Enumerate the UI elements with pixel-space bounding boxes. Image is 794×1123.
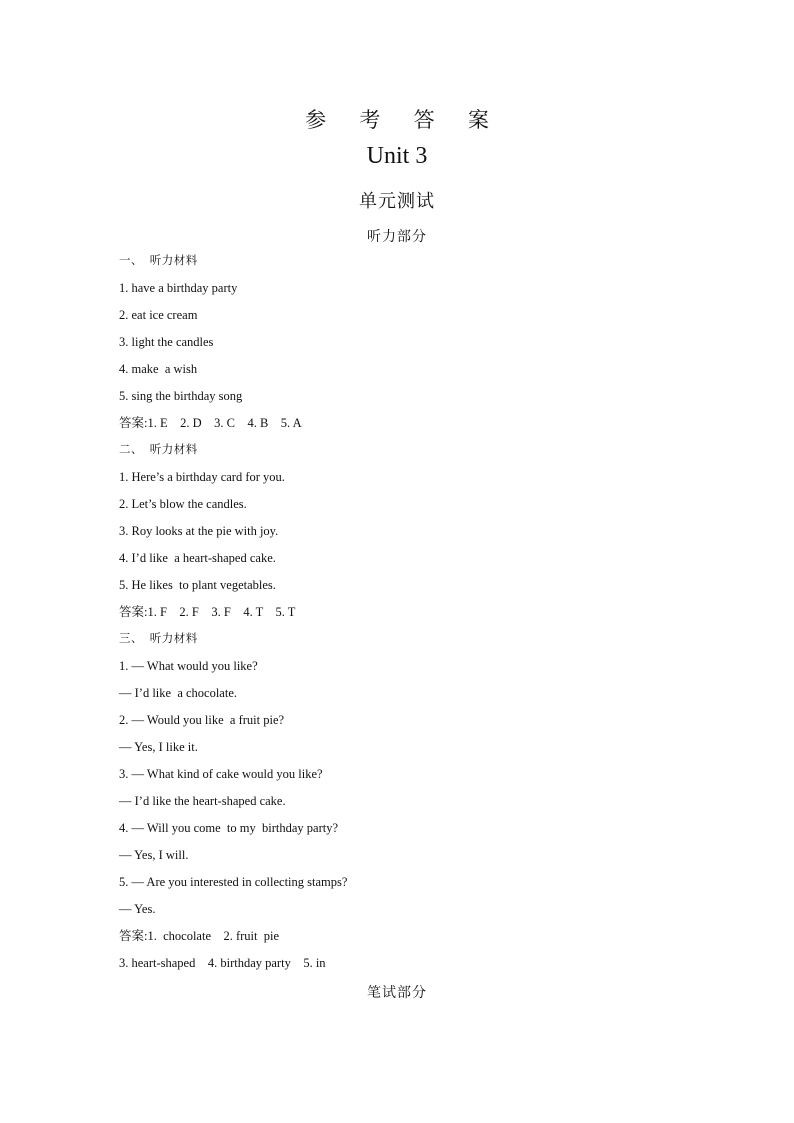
answer-line: 答案:1. F 2. F 3. F 4. T 5. T <box>119 605 296 619</box>
text-line: 4. — Will you come to my birthday party? <box>119 821 339 835</box>
unit-title: Unit 3 <box>366 143 428 169</box>
text-line: — Yes. <box>119 902 156 916</box>
document-title: 参 考 答 案 <box>305 108 503 132</box>
text-line: 1. have a birthday party <box>119 281 238 295</box>
section-heading: 三、 听力材料 <box>119 633 198 645</box>
listening-answer-list <box>119 252 719 981</box>
text-line: 2. Let’s blow the candles. <box>119 497 247 511</box>
text-line: 3. Roy looks at the pie with joy. <box>119 524 279 538</box>
text-line: 3. light the candles <box>119 335 214 349</box>
text-line: 5. He likes to plant vegetables. <box>119 578 276 592</box>
answer-line: 答案:1. chocolate 2. fruit pie <box>119 929 280 943</box>
text-line: 1. — What would you like? <box>119 659 258 673</box>
answer-line: 3. heart-shaped 4. birthday party 5. in <box>119 956 326 970</box>
text-line: — I’d like the heart-shaped cake. <box>119 794 286 808</box>
text-line: 4. make a wish <box>119 362 198 376</box>
section-heading: 二、 听力材料 <box>119 444 198 456</box>
answer-line: 答案:1. E 2. D 3. C 4. B 5. A <box>119 416 302 430</box>
text-line: 5. — Are you interested in collecting stamps? <box>119 875 348 889</box>
written-part-title: 笔试部分 <box>367 986 427 1001</box>
text-line: 4. I’d like a heart-shaped cake. <box>119 551 276 565</box>
text-line: 1. Here’s a birthday card for you. <box>119 470 285 484</box>
text-line: 2. eat ice cream <box>119 308 198 322</box>
text-line: 3. — What kind of cake would you like? <box>119 767 323 781</box>
text-line: 5. sing the birthday song <box>119 389 243 403</box>
text-line: — Yes, I like it. <box>119 740 198 754</box>
test-title: 单元测试 <box>359 191 435 211</box>
section-heading: 一、 听力材料 <box>119 255 198 267</box>
listening-part-title: 听力部分 <box>367 230 427 245</box>
text-line: — Yes, I will. <box>119 848 189 862</box>
text-line: — I’d like a chocolate. <box>119 686 238 700</box>
text-line: 2. — Would you like a fruit pie? <box>119 713 285 727</box>
